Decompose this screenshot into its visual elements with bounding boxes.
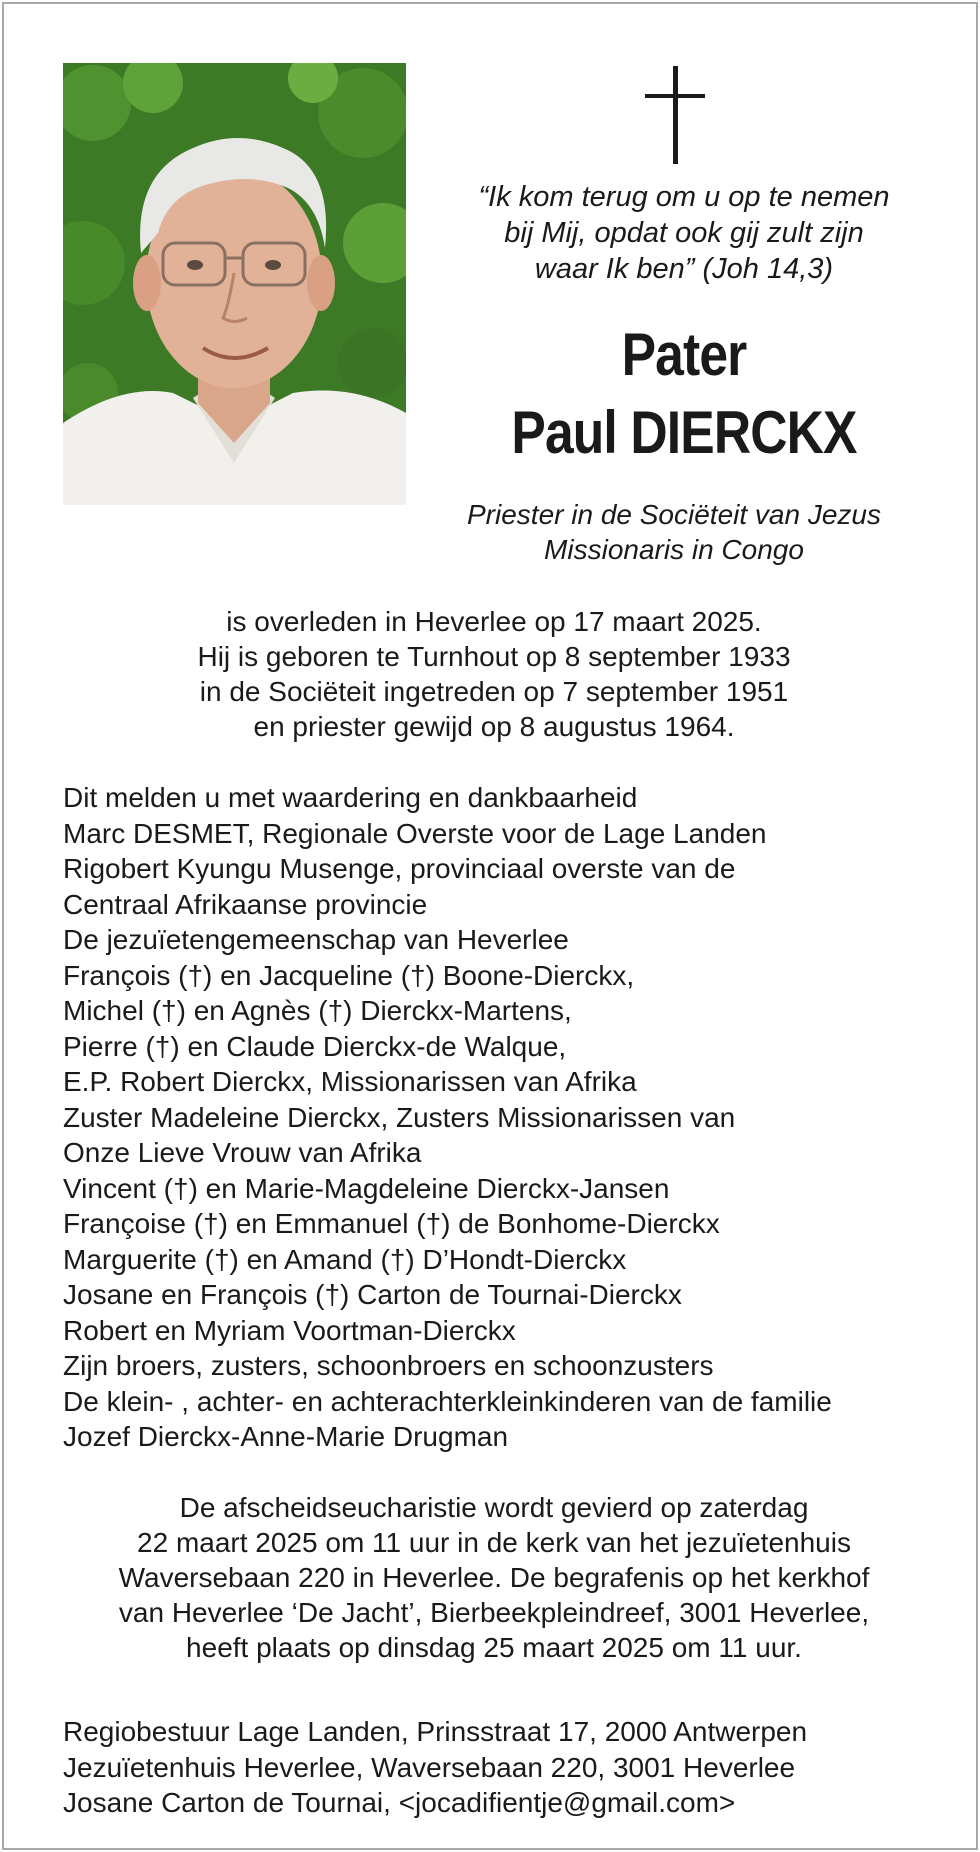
family-line: Dit melden u met waardering en dankbaarheid [63,782,638,813]
cross-icon [645,66,705,164]
family-line: Vincent (†) en Marie-Magdeleine Dierckx-Jansen [63,1172,670,1204]
role-line: Missionaris in Congo [544,534,804,565]
funeral-line: heeft plaats op dinsdag 25 maart 2025 om 11 uur. [186,1632,802,1663]
family-line: Rigobert Kyungu Musenge, provinciaal overste van de [63,853,736,884]
bible-quote [434,179,934,287]
family-line: Zijn broers, zusters, schoonbroers en schoonzusters [63,1350,714,1381]
family-line: Marc DESMET, Regionale Overste voor de Lage Landen [63,817,767,849]
roles [414,497,934,567]
funeral-line: van Heverlee ‘De Jacht’, Bierbeekpleindreef, 3001 Heverlee, [118,1597,870,1628]
death-announcement [44,604,944,744]
family-line: Jozef Dierckx-Anne-Marie Drugman [63,1421,509,1452]
death-line: is overleden in Heverlee op 17 maart 2025. [226,606,762,637]
family-line: Onze Lieve Vrouw van Afrika [63,1137,422,1168]
funeral-line: 22 maart 2025 om 11 uur in de kerk van het jezuïetenhuis [137,1527,851,1558]
family-line: Pierre (†) en Claude Dierckx-de Walque, [63,1030,567,1062]
family-line: Michel (†) en Agnès (†) Dierckx-Martens, [63,995,572,1026]
deceased-name [478,316,891,472]
family-line: Marguerite (†) en Amand (†) D’Hondt-Dierckx [63,1243,627,1275]
funeral-line: De afscheidseucharistie wordt gevierd op zaterdag [179,1492,809,1523]
contact-line: Josane Carton de Tournai, <jocadifientje@gmail.com> [63,1787,736,1818]
funeral-details [44,1490,944,1665]
funeral-line: Waversebaan 220 in Heverlee. De begrafenis op het kerkhof [118,1562,870,1593]
family-line: Robert en Myriam Voortman-Dierckx [63,1314,516,1346]
death-line: in de Sociëteit ingetreden op 7 september 1951 [199,676,789,707]
death-line: en priester gewijd op 8 augustus 1964. [253,711,735,742]
contact-addresses [63,1714,943,1821]
contact-line: Jezuïetenhuis Heverlee, Waversebaan 220, 3001 Heverlee [63,1751,796,1783]
family-line: François (†) en Jacqueline (†) Boone-Dierckx, [63,959,635,991]
quote-line: bij Mij, opdat ook gij zult zijn [504,217,864,249]
family-line: Centraal Afrikaanse provincie [63,888,428,920]
death-line: Hij is geboren te Turnhout op 8 september 1933 [197,641,791,672]
family-line: E.P. Robert Dierckx, Missionarissen van Afrika [63,1066,637,1097]
role-line: Priester in de Sociëteit van Jezus [467,499,881,530]
family-line: Josane en François (†) Carton de Tournai-Dierckx [63,1279,682,1310]
family-line: De klein- , achter- en achterachterkleinkinderen van de familie [63,1385,832,1417]
family-list [63,780,943,1455]
family-line: Zuster Madeleine Dierckx, Zusters Missionarissen van [63,1101,736,1133]
family-line: Françoise (†) en Emmanuel (†) de Bonhome-Dierckx [63,1208,720,1239]
page-frame [2,2,978,1850]
family-line: De jezuïetengemeenschap van Heverlee [63,924,569,955]
quote-line: “Ik kom terug om u op te nemen [478,181,890,213]
quote-line: waar Ik ben” (Joh 14,3) [534,253,834,285]
name-full: Paul DIERCKX [511,399,857,466]
portrait-photo-icon [63,63,406,505]
contact-line: Regiobestuur Lage Landen, Prinsstraat 17, 2000 Antwerpen [63,1716,808,1747]
portrait-photo [63,63,406,505]
name-title: Pater [621,321,747,388]
